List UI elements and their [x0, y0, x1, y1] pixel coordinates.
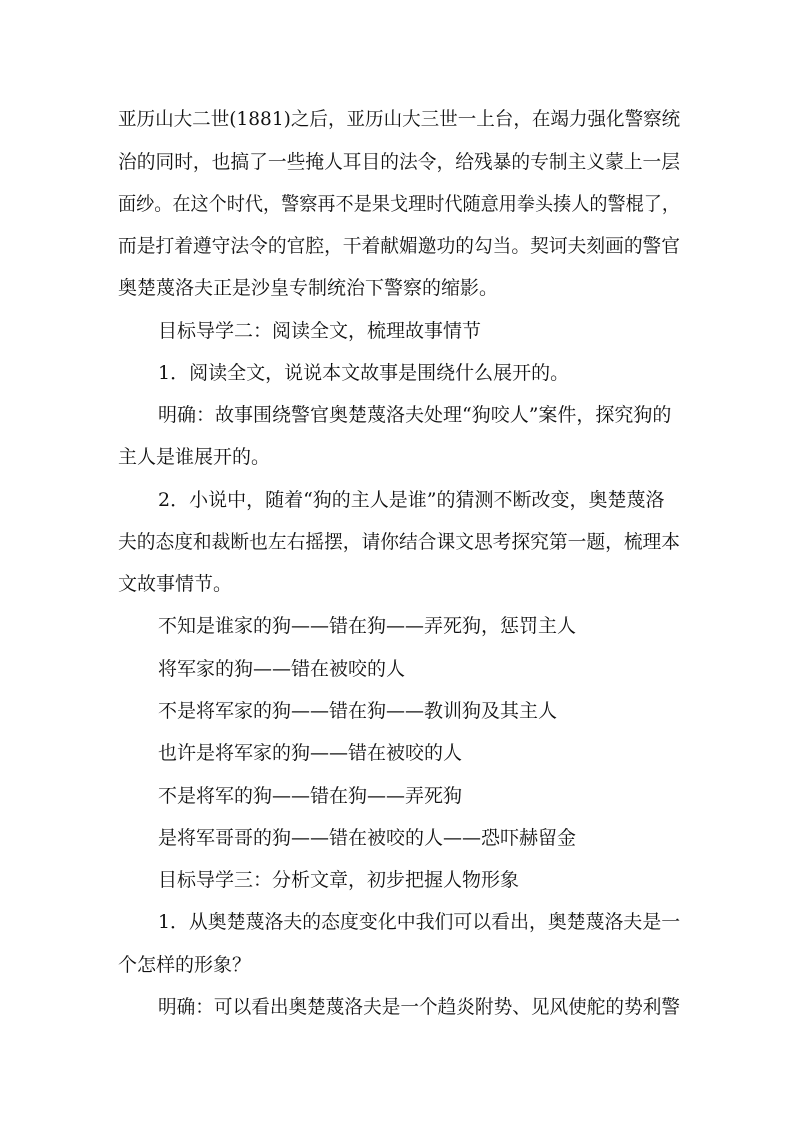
plot-line: 不知是谁家的狗——错在狗——弄死狗，惩罚主人 — [158, 615, 577, 637]
question-line: 个怎样的形象？ — [118, 954, 252, 976]
plot-line: 不是将军的狗——错在狗——弄死狗 — [158, 785, 463, 807]
section-heading: 目标导学三：分析文章，初步把握人物形象 — [158, 869, 520, 891]
body-text-line: 奥楚蔑洛夫正是沙皇专制统治下警察的缩影。 — [118, 277, 499, 299]
section-heading: 目标导学二：阅读全文，梳理故事情节 — [158, 320, 482, 342]
question-line: 1．阅读全文，说说本文故事是围绕什么展开的。 — [158, 362, 570, 384]
answer-line: 明确：故事围绕警官奥楚蔑洛夫处理“狗咬人”案件，探究狗的 — [158, 404, 672, 426]
body-text-line: 亚历山大二世(1881)之后，亚历山大三世一上台，在竭力强化警察统 — [118, 108, 681, 130]
plot-line: 将军家的狗——错在被咬的人 — [158, 658, 406, 680]
answer-line: 主人是谁展开的。 — [118, 446, 271, 468]
question-line: 2．小说中，随着“狗的主人是谁”的猜测不断改变，奥楚蔑洛 — [158, 489, 665, 511]
body-text-line: 治的同时，也搞了一些掩人耳目的法令，给残暴的专制主义蒙上一层 — [118, 151, 681, 173]
body-text-line: 而是打着遵守法令的官腔，干着献媚邀功的勾当。契诃夫刻画的警官 — [118, 235, 681, 257]
plot-line: 不是将军家的狗——错在狗——教训狗及其主人 — [158, 700, 558, 722]
answer-line: 明确：可以看出奥楚蔑洛夫是一个趋炎附势、见风使舵的势利警 — [158, 996, 681, 1018]
plot-line: 也许是将军家的狗——错在被咬的人 — [158, 742, 463, 764]
question-line: 文故事情节。 — [118, 573, 233, 595]
question-line: 夫的态度和裁断也左右摇摆，请你结合课文思考探究第一题，梳理本 — [118, 531, 681, 553]
body-text-line: 面纱。在这个时代，警察再不是果戈理时代随意用拳头揍人的警棍了， — [118, 193, 681, 215]
question-line: 1．从奥楚蔑洛夫的态度变化中我们可以看出，奥楚蔑洛夫是一 — [158, 911, 681, 933]
plot-line: 是将军哥哥的狗——错在被咬的人——恐吓赫留金 — [158, 827, 577, 849]
